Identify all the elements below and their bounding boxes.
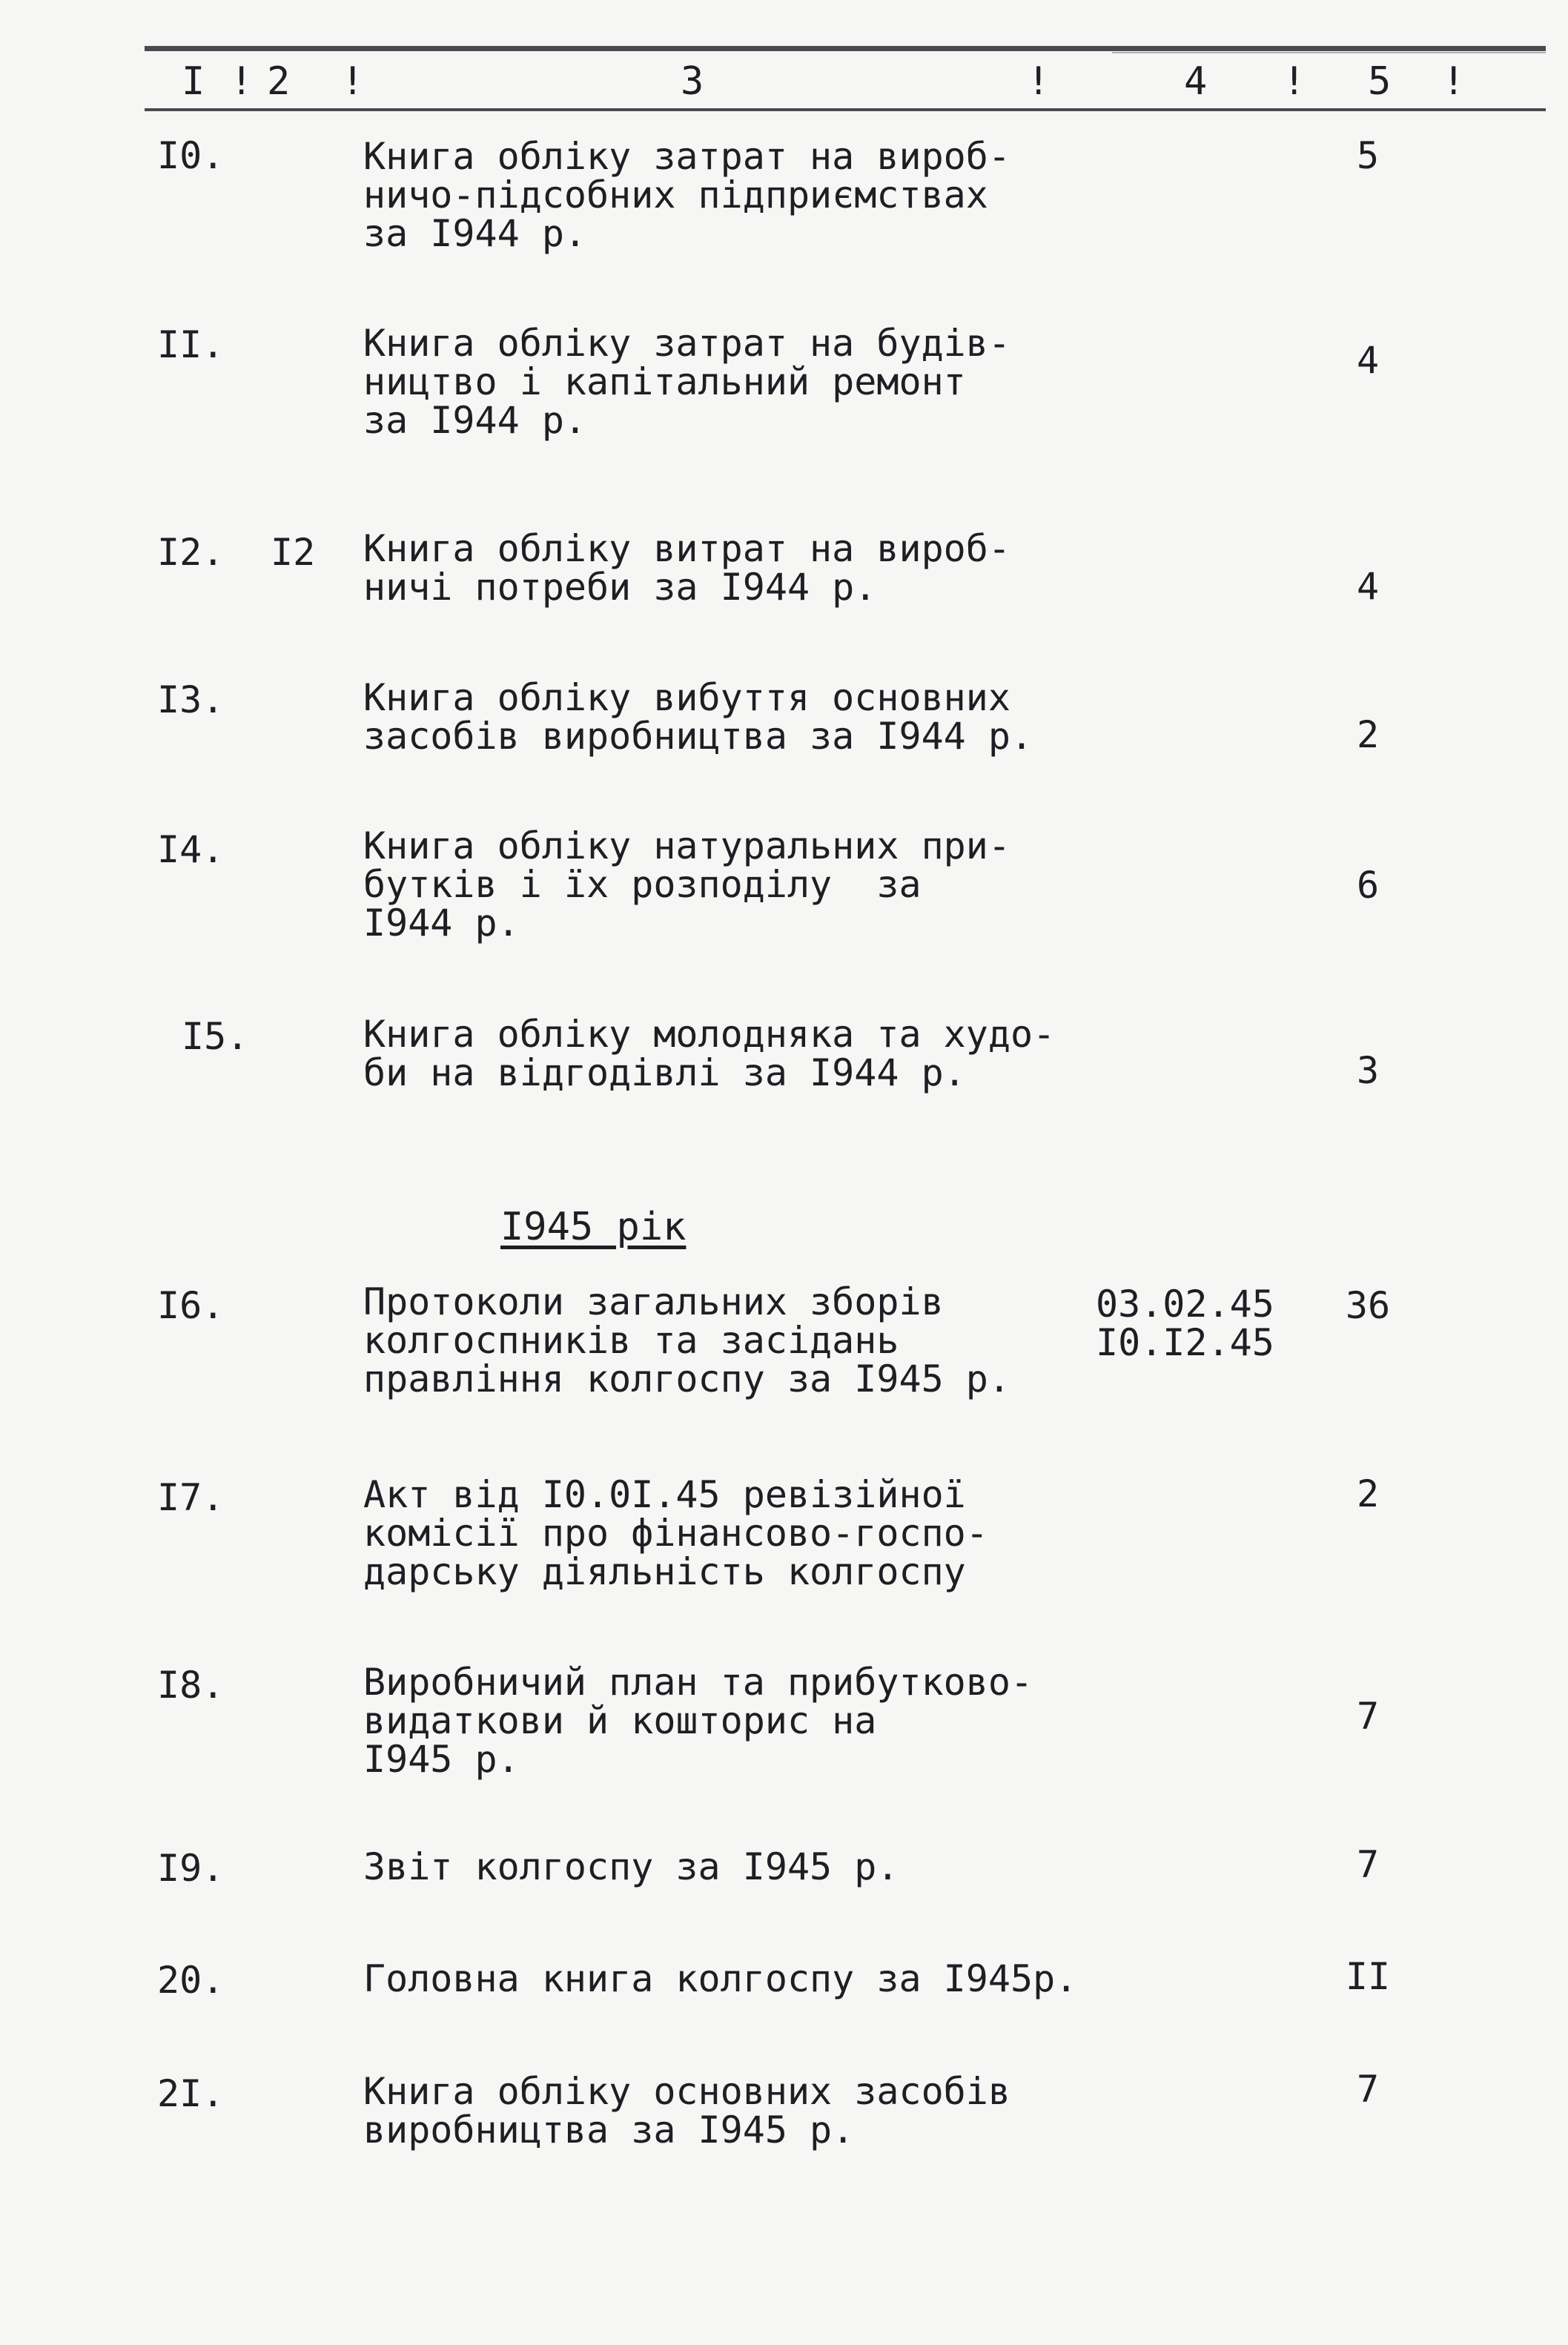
row-number: 2I. bbox=[157, 2072, 225, 2115]
row-description: Книга обліку витрат на вироб- ничі потреби за I944 р. bbox=[363, 527, 1010, 609]
header-top-rule-faint bbox=[1112, 52, 1546, 53]
header-bottom-rule bbox=[145, 108, 1546, 111]
row-old-number: I2 bbox=[271, 531, 316, 574]
row-description: Книга обліку основних засобів виробництва за I945 р. bbox=[363, 2070, 1010, 2151]
row-number: I4. bbox=[157, 828, 225, 871]
row-description: Книга обліку молодняка та худо- би на відгодівлі за I944 р. bbox=[363, 1013, 1056, 1094]
row-number: I0. bbox=[157, 134, 225, 177]
row-description: Книга обліку затрат на будів- ництво і капітальний ремонт за I944 р. bbox=[363, 322, 1010, 442]
header-separator: ! bbox=[1283, 59, 1306, 104]
row-description: Протоколи загальних зборів колгоспників та засідань правління колгоспу за I945 р. bbox=[363, 1280, 1010, 1400]
row-sheet-count: 36 bbox=[1345, 1284, 1391, 1327]
row-number: 20. bbox=[157, 1959, 225, 2002]
row-description: Головна книга колгоспу за I945р. bbox=[363, 1957, 1078, 2000]
header-col1: I bbox=[182, 59, 205, 104]
row-sheet-count: 6 bbox=[1356, 864, 1380, 907]
row-sheet-count: 7 bbox=[1356, 2068, 1380, 2111]
header-separator: ! bbox=[341, 59, 365, 104]
row-description: Книга обліку вибуття основних засобів виробництва за I944 р. bbox=[363, 676, 1033, 758]
row-description: Виробничий план та прибутково- видаткови й кошторис на I945 р. bbox=[363, 1661, 1033, 1781]
row-number: II. bbox=[157, 323, 225, 366]
row-description: Звіт колгоспу за I945 р. bbox=[363, 1845, 899, 1888]
row-sheet-count: 2 bbox=[1356, 713, 1380, 756]
row-number: I5. bbox=[182, 1015, 249, 1058]
row-sheet-count: 4 bbox=[1356, 565, 1380, 608]
header-col2: 2 bbox=[267, 59, 291, 104]
row-sheet-count: II bbox=[1345, 1955, 1391, 1998]
row-number: I2. bbox=[157, 531, 225, 574]
row-sheet-count: 5 bbox=[1356, 134, 1380, 177]
header-col5: 5 bbox=[1368, 59, 1392, 104]
row-number: I3. bbox=[157, 678, 225, 721]
row-description: Книга обліку натуральних при- бутків і їх розподілу за I944 р. bbox=[363, 824, 1010, 945]
row-sheet-count: 3 bbox=[1356, 1049, 1380, 1092]
header-col3: 3 bbox=[681, 59, 704, 104]
header-separator: ! bbox=[1027, 59, 1051, 104]
header-top-rule bbox=[145, 46, 1546, 51]
row-sheet-count: 4 bbox=[1356, 339, 1380, 382]
row-sheet-count: 2 bbox=[1356, 1472, 1380, 1515]
header-separator: ! bbox=[230, 59, 254, 104]
header-col4: 4 bbox=[1184, 59, 1208, 104]
row-number: I8. bbox=[157, 1664, 225, 1707]
header-separator: ! bbox=[1442, 59, 1466, 104]
row-date-range: 03.02.45 I0.I2.45 bbox=[1096, 1283, 1274, 1364]
row-sheet-count: 7 bbox=[1356, 1843, 1380, 1886]
row-number: I7. bbox=[157, 1476, 225, 1519]
row-sheet-count: 7 bbox=[1356, 1695, 1380, 1738]
row-description: Акт від I0.0I.45 ревізійної комісії про фінансово-госпо- дарську діяльність колгоспу bbox=[363, 1473, 988, 1593]
row-number: I9. bbox=[157, 1847, 225, 1890]
row-description: Книга обліку затрат на вироб- ничо-підсобних підприємствах за I944 р. bbox=[363, 135, 1010, 255]
row-number: I6. bbox=[157, 1284, 225, 1327]
section-heading-1945: I945 рік bbox=[500, 1205, 687, 1249]
